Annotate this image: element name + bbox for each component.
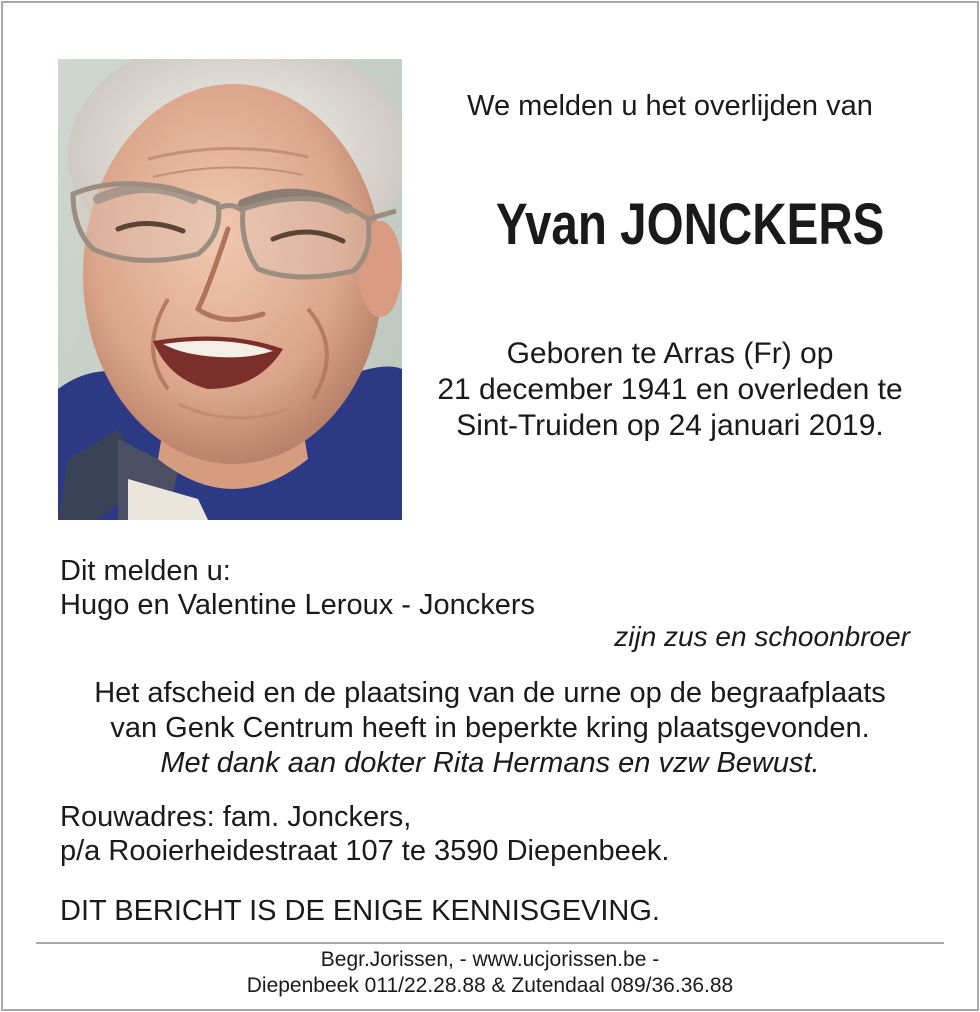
intro-text: We melden u het overlijden van: [467, 90, 873, 122]
farewell-block: [40, 676, 940, 781]
reporters-block: [60, 554, 535, 622]
address-line: p/a Rooierheidestraat 107 te 3590 Diepenbeek.: [60, 835, 670, 867]
divider: [36, 942, 944, 944]
birth-line: Geboren te Arras (Fr) op: [506, 337, 834, 370]
thanks-line: Met dank aan dokter Rita Hermans en vzw Bewust.: [160, 747, 820, 779]
reporters-relation: zijn zus en schoonbroer: [614, 621, 910, 652]
portrait-photo: [58, 59, 402, 520]
footer-line: Diepenbeek 011/22.28.88 & Zutendaal 089/36.36.88: [246, 974, 734, 997]
farewell-line: van Genk Centrum heeft in beperkte kring plaatsgevonden.: [110, 712, 870, 744]
reporters-names: Hugo en Valentine Leroux - Jonckers: [60, 589, 536, 621]
birth-line: Sint-Truiden op 24 januari 2019.: [456, 409, 884, 442]
notice-text: DIT BERICHT IS DE ENIGE KENNISGEVING.: [60, 895, 660, 927]
mourning-address: [60, 800, 669, 868]
footer-line: Begr.Jorissen, - www.ucjorissen.be -: [320, 948, 660, 971]
funeral-home-footer: [0, 947, 980, 999]
deceased-name: Yvan JONCKERS: [495, 192, 885, 257]
address-line: Rouwadres: fam. Jonckers,: [60, 801, 412, 833]
birth-line: 21 december 1941 en overleden te: [437, 373, 903, 406]
birth-death-details: [410, 336, 930, 444]
reporters-heading: Dit melden u:: [60, 555, 231, 587]
farewell-line: Het afscheid en de plaatsing van de urne op de begraafplaats: [94, 677, 886, 709]
